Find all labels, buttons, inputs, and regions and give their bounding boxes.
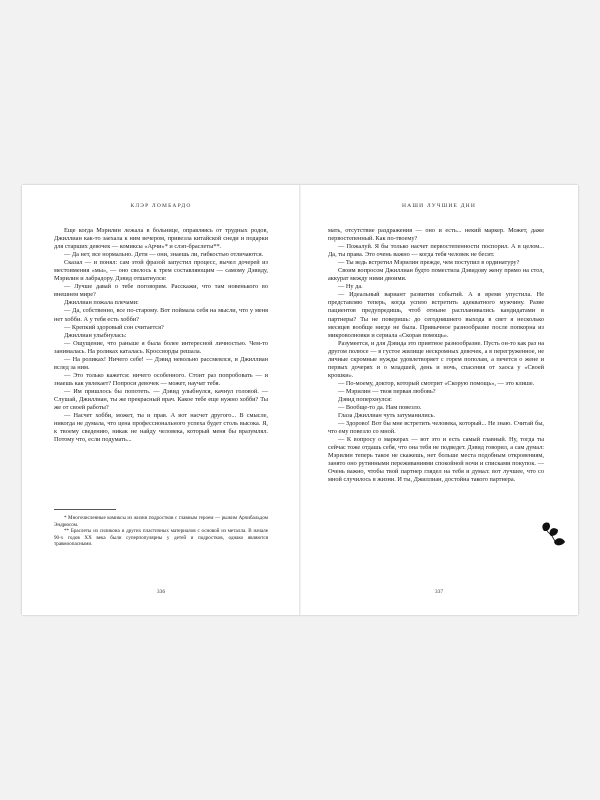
right-page-number: 337 — [434, 589, 444, 595]
paragraph: Дэвид поперхнулся: — [338, 395, 392, 403]
book-spread — [22, 185, 578, 615]
paragraph: мать, отсутствие раздражения — оно и есть... некий маркер. Может, даже первостепенный. Как по-твоему? — [328, 227, 544, 243]
paragraph: — Им пришлось бы попотеть. — Дэвид улыбнулся, качнул головой. — Слушай, Джиллиан, ты же прекрасный врач. Какое тебе еще нужно хобби? Ты же от своей работы? — [54, 387, 268, 412]
left-running-header: КЛЭР ЛОМБАРДО — [130, 203, 192, 209]
paragraph: — Насчет хобби, может, ты и прав. А вот насчет другого... В смысле, никогда не думала, что цена профессионального успеха будет столь высока. Я, к твоему сведению, никак не найду человека, который меня бы вразумлял. Потому что, если подумать... — [54, 412, 268, 444]
paragraph: — По-моему, доктор, который смотрит «Скорую помощь», — это клише. — [338, 379, 535, 387]
paragraph: Джиллиан улыбнулась: — [64, 331, 127, 339]
left-page-body — [54, 227, 268, 444]
paragraph: — Ты ведь встретил Мэрилин прежде, чем поступил в ординатуру? — [338, 259, 520, 267]
paragraph: Сказал — и понял: сам этой фразой запустил процесс, вычел дочерей из местоимения «мы», — оно свелось к трем составляющим — самому Дэвиду, Мэрилин и лабрадору. Дэвид отшатнулся: — [54, 259, 268, 283]
paragraph: — Мэрилин — твоя первая любовь? — [338, 387, 436, 395]
paragraph: Своим вопросом Джиллиан будто поместила Дэвидову жену прямо на стол, аккурат между ними двоими. — [328, 267, 544, 283]
paragraph: Разумеется, и для Дэвида это приятное разнообразие. Пусть он-то как раз на другом полюсе — в густое жилище нескромных девочек, а в перегруженное, не личные скромные нужды удовлетворяет с горем пополам, а печется о жене и первых дочерях и о младшей, день и ночь, спасения от хаоса у «Своей крошки». — [328, 339, 544, 379]
paragraph: Еще когда Мэрилин лежала в больнице, оправляясь от трудных родов, Джиллиан как-то заехала к ним вечером, привезла китайской снеди и подарки для старших девочек — комиксы «Арчи»* и слэп-браслеты**. — [54, 227, 268, 251]
footnote: ** Браслеты из силикона и других пластичных материалов с основой из металла. В начале 90-х годов ХХ века были суперпопулярны у детей и подростков, однако являются травмоопасными. — [54, 528, 268, 547]
footnote: * Многочисленные комиксы из жизни подростков с главным героем — рыжим Арчибальдом Эндрюсом. — [54, 515, 268, 528]
paragraph: — Крепкий здоровый сон считается? — [64, 323, 164, 331]
paragraph: — Да нет, все нормально. Дети — они, знаешь ли, гибкостью отличаются. — [64, 251, 264, 259]
paragraph: — На роликах! Ничего себе! — Дэвид невольно рассмеялся, и Джиллиан вслед за ним. — [54, 355, 268, 371]
paragraph: Глаза Джиллиан чуть затуманились. — [338, 412, 435, 420]
paragraph: — Ощущение, что раньше я была более интересной личностью. Чем-то занималась. На роликах каталась. Кроссворды решала. — [54, 339, 268, 355]
paragraph: Джиллиан пожала плечами: — [64, 299, 139, 307]
right-running-header: НАШИ ЛУЧШИЕ ДНИ — [402, 203, 476, 209]
footnote-rule — [54, 509, 116, 510]
paragraph: — Идеальный вариант развития событий. А я время упустила. Не представляю теперь, когда успею встретить адекватного мужчину. Разве пациентов предупредишь, чтоб отныне распланивались кандидатами в партнеры? Ты не поверишь: до сегодняшнего выхода в свет я несколько месяцев вообще нигде не была. Привычное разнообразие после попкорна из микроволновки и сериала «Скорая помощь». — [328, 291, 544, 339]
paragraph: — Пожалуй. Я бы только насчет первостепенности поспорил. А в целом... Да, ты права. Это очень важно — когда тебя человек не бесит. — [328, 243, 544, 259]
paragraph: — Это только кажется: ничего особенного. Стоит раз попробовать — и знаешь как увлекает? Попроси девочек — может, научат тебя. — [54, 371, 268, 387]
paragraph: — Да, собственно, все по-старому. Вот поймала себя на мысли, что у меня нет хобби. А у тебя есть хобби? — [54, 307, 268, 323]
paragraph: — Здорово! Вот бы мне встретить человека, который... Не знаю. Считай бы, что ему повезло со мной. — [328, 420, 544, 436]
footnotes — [54, 509, 268, 548]
ginkgo-leaf-icon — [538, 518, 568, 548]
paragraph: — Лучше давай о тебе поговорим. Расскажи, что там новенького во внешнем мире? — [54, 283, 268, 299]
left-page — [22, 185, 300, 615]
left-page-number: 336 — [156, 589, 166, 595]
paragraph: — К вопросу о маркерах — вот это и есть самый главный. Ну, тогда ты сейчас тоже отдашь себя, что она тебя не подведет. Дэвид говорил, а сам думал: Мэрилин теперь такое не скажешь, нет больше места подобным откровениям, занято оно рутинными переживаниями спокойной ночи и списками покупок. — Очень важно, чтобы твой партнер глядел на тебя и думал: вот лучшее, что со мной случилось в жизни. И ты, Джиллиан, достойна такого партнера. — [328, 436, 544, 484]
right-page-body — [328, 227, 544, 485]
paragraph: — Вообще-то да. Нам повезло. — [338, 404, 422, 412]
right-page — [300, 185, 578, 615]
paragraph: — Ну да. — [338, 283, 363, 291]
